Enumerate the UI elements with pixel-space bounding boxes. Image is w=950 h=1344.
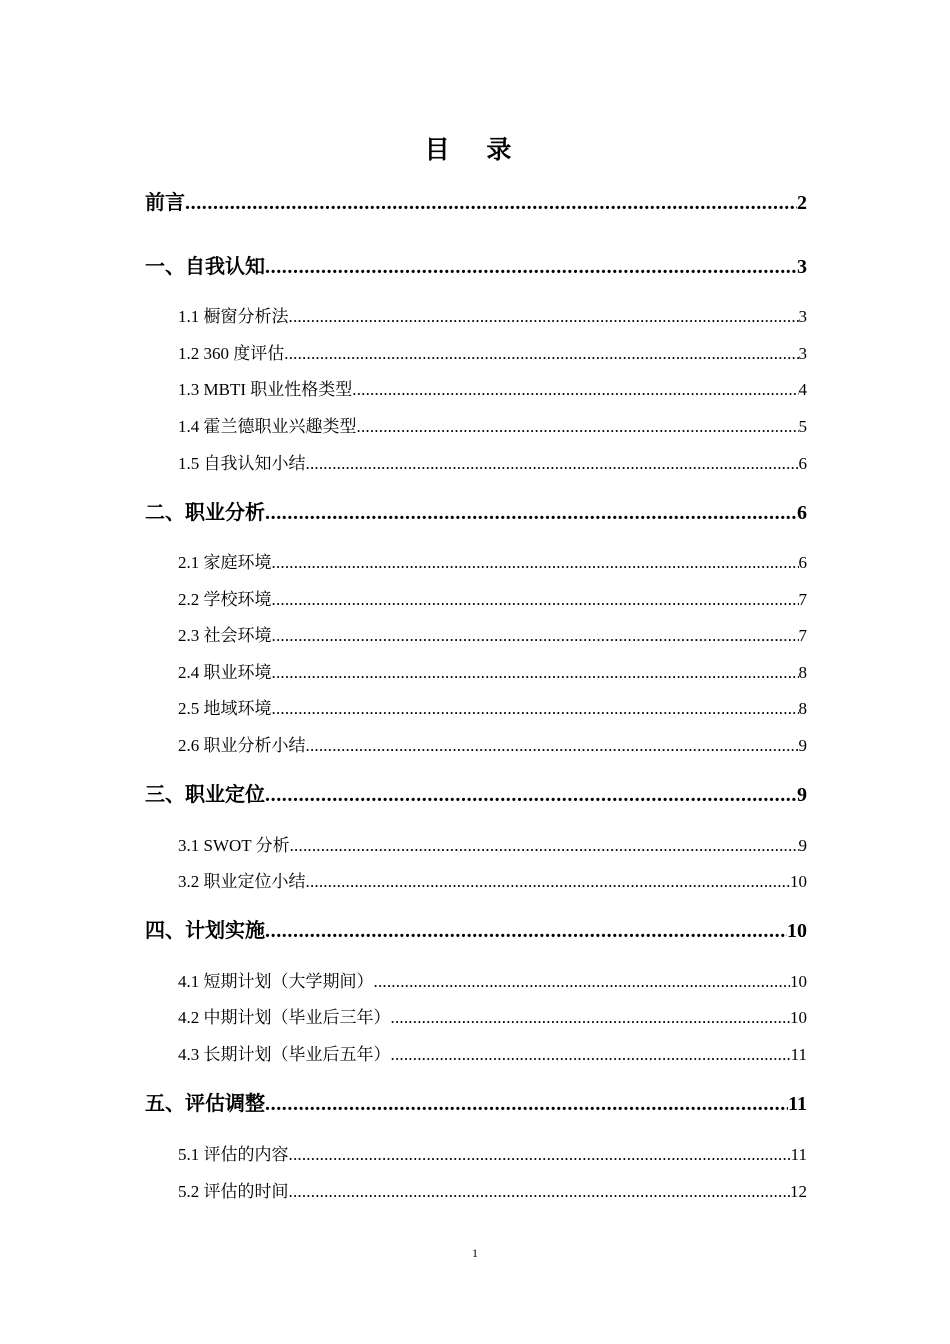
toc-leader-dots [306,736,799,756]
toc-entry-4-1[interactable] [178,967,807,993]
toc-entry-label: 1.5 自我认知小结 [178,454,306,473]
toc-entry-label: 3.2 职业定位小结 [178,872,306,891]
toc-leader-dots [374,972,791,992]
toc-entry-page: 5 [798,417,807,436]
toc-entry-label: 四、计划实施 [145,918,265,942]
toc-entry-4-2[interactable] [178,1003,807,1029]
toc-leader-dots [357,417,799,437]
toc-entry-1-4[interactable] [178,412,807,438]
toc-entry-label: 1.3 MBTI 职业性格类型 [178,380,353,399]
toc-entry-label: 一、自我认知 [145,254,265,278]
toc-leader-dots [289,307,799,327]
toc-entry-label: 5.1 评估的内容 [178,1145,289,1164]
toc-entry-page: 11 [790,1145,807,1164]
toc-entry-label: 4.2 中期计划（毕业后三年） [178,1008,391,1027]
toc-entry-page: 6 [798,454,807,473]
toc-entry-page: 6 [797,502,807,524]
toc-entry-label: 5.2 评估的时间 [178,1182,289,1201]
toc-leader-dots [272,699,799,719]
toc-entry-page: 11 [788,1093,807,1115]
toc-leader-dots [284,344,798,364]
toc-entry-label: 3.1 SWOT 分析 [178,836,290,855]
toc-entry-page: 8 [798,663,807,682]
toc-leader-dots [265,502,797,525]
toc-entry-label: 前言 [145,190,185,214]
toc-leader-dots [289,1182,791,1202]
toc-entry-chapter-5[interactable] [145,1087,807,1117]
toc-entry-label: 2.5 地域环境 [178,699,272,718]
page-number: 1 [472,1246,478,1260]
toc-entry-page: 10 [790,1008,807,1027]
toc-entry-page: 3 [797,256,807,278]
toc-leader-dots [272,553,799,573]
toc-entry-page: 3 [798,307,807,326]
toc-entry-page: 3 [798,344,807,363]
toc-entry-label: 1.1 橱窗分析法 [178,307,289,326]
toc-entry-label: 2.1 家庭环境 [178,553,272,572]
toc-entry-label: 2.2 学校环境 [178,590,272,609]
toc-leader-dots [265,256,797,279]
toc-entry-2-3[interactable] [178,621,807,647]
toc-entry-page: 10 [787,920,807,942]
toc-entry-chapter-1[interactable] [145,250,807,280]
toc-entry-2-2[interactable] [178,585,807,611]
toc-leader-dots [265,1093,788,1116]
toc-entry-4-3[interactable] [178,1040,807,1066]
toc-leader-dots [306,454,799,474]
toc-entry-page: 12 [790,1182,807,1201]
toc-leader-dots [290,836,799,856]
toc-entry-5-1[interactable] [178,1140,807,1166]
toc-leader-dots [265,784,797,807]
toc-entry-preface[interactable] [145,186,807,216]
toc-entry-2-5[interactable] [178,694,807,720]
toc-entry-chapter-3[interactable] [145,778,807,808]
toc-leader-dots [391,1008,791,1028]
toc-leader-dots [289,1145,791,1165]
toc-leader-dots [272,590,799,610]
toc-entry-label: 三、职业定位 [145,782,265,806]
toc-leader-dots [272,626,799,646]
toc-entry-page: 7 [798,626,807,645]
toc-entry-page: 10 [790,872,807,891]
toc-entry-2-4[interactable] [178,658,807,684]
toc-leader-dots [391,1045,791,1065]
toc-entry-label: 1.4 霍兰德职业兴趣类型 [178,417,357,436]
toc-entry-3-2[interactable] [178,867,807,893]
toc-entry-page: 6 [798,553,807,572]
toc-entry-page: 9 [798,836,807,855]
toc-entry-5-2[interactable] [178,1177,807,1203]
toc-entry-3-1[interactable] [178,831,807,857]
toc-entry-chapter-2[interactable] [145,496,807,526]
toc-leader-dots [352,380,798,400]
toc-entry-page: 9 [797,784,807,806]
toc-leader-dots [272,663,799,683]
toc-entry-page: 7 [798,590,807,609]
toc-entry-label: 1.2 360 度评估 [178,344,285,363]
toc-entry-label: 4.3 长期计划（毕业后五年） [178,1045,391,1064]
toc-entry-page: 9 [798,736,807,755]
toc-entry-page: 8 [798,699,807,718]
toc-entry-page: 10 [790,972,807,991]
toc-entry-label: 4.1 短期计划（大学期间） [178,972,374,991]
toc-entry-page: 11 [790,1045,807,1064]
toc-entry-label: 2.4 职业环境 [178,663,272,682]
toc-entry-2-1[interactable] [178,548,807,574]
toc-entry-1-1[interactable] [178,302,807,328]
toc-entry-label: 二、职业分析 [145,500,265,524]
toc-entry-label: 2.3 社会环境 [178,626,272,645]
toc-entry-chapter-4[interactable] [145,914,807,944]
toc-entry-label: 五、评估调整 [145,1091,265,1115]
toc-entry-page: 2 [797,192,807,214]
toc-leader-dots [306,872,791,892]
toc-leader-dots [265,920,787,943]
toc-title: 目 录 [424,135,526,164]
toc-entry-page: 4 [798,380,807,399]
toc-entry-1-5[interactable] [178,449,807,475]
toc-entry-1-2[interactable] [178,339,807,365]
toc-leader-dots [185,192,797,215]
toc-entry-1-3[interactable] [178,375,807,401]
toc-entry-2-6[interactable] [178,731,807,757]
toc-entry-label: 2.6 职业分析小结 [178,736,306,755]
